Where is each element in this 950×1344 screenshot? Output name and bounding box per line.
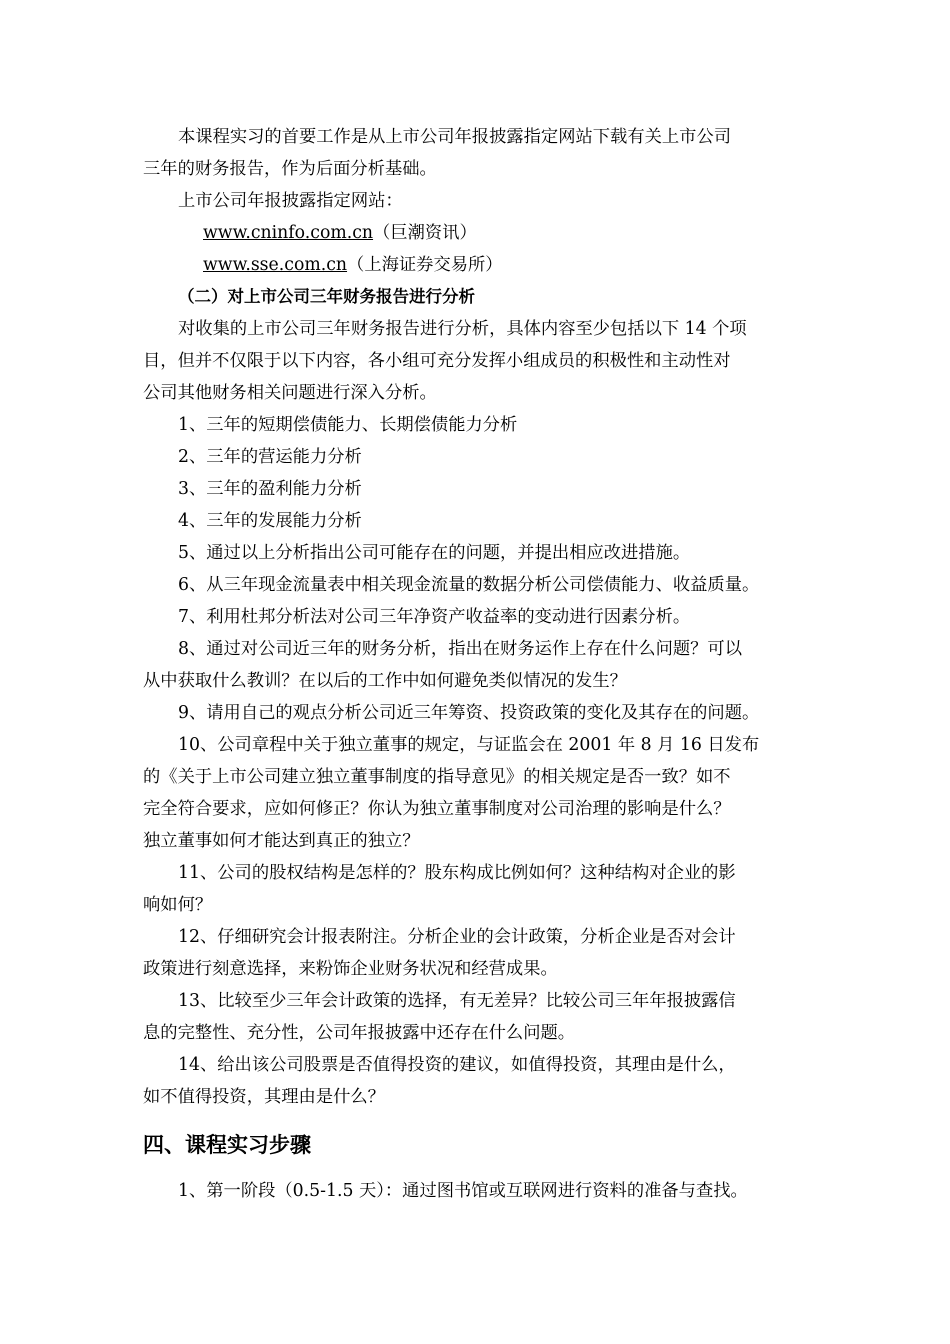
analysis-item (143, 697, 811, 729)
analysis-item (143, 601, 811, 633)
analysis-item-line: 6、从三年现金流量表中相关现金流量的数据分析公司偿债能力、收益质量。 (178, 575, 760, 595)
section-2-intro-line: 公司其他财务相关问题进行深入分析。 (143, 383, 437, 403)
analysis-item-line: 从中获取什么教训？在以后的工作中如何避免类似情况的发生？ (143, 671, 627, 691)
analysis-item-line: 7、利用杜邦分析法对公司三年净资产收益率的变动进行因素分析。 (178, 607, 691, 627)
analysis-item (143, 505, 811, 537)
site-entry-sse (143, 249, 811, 281)
analysis-item (143, 473, 811, 505)
section-2-heading: （二）对上市公司三年财务报告进行分析 (178, 287, 475, 306)
analysis-item (143, 985, 811, 1049)
cninfo-link[interactable]: www.cninfo.com.cn (203, 223, 374, 243)
analysis-item-line: 12、仔细研究会计报表附注。分析企业的会计政策，分析企业是否对会计 (178, 927, 736, 947)
analysis-item (143, 857, 811, 921)
intro-paragraph-line: 三年的财务报告，作为后面分析基础。 (143, 159, 437, 179)
analysis-item-line: 3、三年的盈利能力分析 (178, 479, 362, 499)
analysis-item (143, 729, 811, 857)
site-entry-cninfo (143, 217, 811, 249)
sites-label: 上市公司年报披露指定网站： (178, 191, 403, 211)
analysis-item-line: 4、三年的发展能力分析 (178, 511, 362, 531)
analysis-item-line: 响如何？ (143, 895, 213, 915)
analysis-item-list (143, 409, 811, 1113)
analysis-item (143, 921, 811, 985)
analysis-item-line: 9、请用自己的观点分析公司近三年筹资、投资政策的变化及其存在的问题。 (178, 703, 760, 723)
analysis-item (143, 1049, 811, 1113)
analysis-item-line: 13、比较至少三年会计政策的选择，有无差异？比较公司三年年报披露信 (178, 991, 736, 1011)
analysis-item-line: 政策进行刻意选择，来粉饰企业财务状况和经营成果。 (143, 959, 558, 979)
analysis-item-line: 1、三年的短期偿债能力、长期偿债能力分析 (178, 415, 518, 435)
document-page (143, 121, 811, 1207)
analysis-item-line: 8、通过对公司近三年的财务分析，指出在财务运作上存在什么问题？可以 (178, 639, 742, 659)
analysis-item-line: 14、给出该公司股票是否值得投资的建议，如值得投资，其理由是什么， (178, 1055, 736, 1075)
analysis-item-line: 5、通过以上分析指出公司可能存在的问题，并提出相应改进措施。 (178, 543, 691, 563)
analysis-item (143, 569, 811, 601)
analysis-item-line: 10、公司章程中关于独立董事的规定，与证监会在 2001 年 8 月 16 日发布 (178, 735, 760, 755)
analysis-item (143, 441, 811, 473)
analysis-item (143, 633, 811, 697)
cninfo-site-name: （巨潮资讯） (373, 223, 477, 243)
sse-site-name: （上海证券交易所） (347, 255, 503, 275)
sse-link[interactable]: www.sse.com.cn (203, 255, 348, 275)
section-2-intro-line: 对收集的上市公司三年财务报告进行分析，具体内容至少包括以下 14 个项 (178, 319, 747, 339)
step-1-text: 1、第一阶段（0.5-1.5 天）：通过图书馆或互联网进行资料的准备与查找。 (178, 1181, 748, 1201)
analysis-item-line: 息的完整性、充分性，公司年报披露中还存在什么问题。 (143, 1023, 576, 1043)
analysis-item-line: 如不值得投资，其理由是什么？ (143, 1087, 385, 1107)
analysis-item-line: 的《关于上市公司建立独立董事制度的指导意见》的相关规定是否一致？如不 (143, 767, 731, 787)
analysis-item (143, 537, 811, 569)
section-4-heading: 四、课程实习步骤 (143, 1133, 311, 1157)
analysis-item-line: 完全符合要求，应如何修正？你认为独立董事制度对公司治理的影响是什么？ (143, 799, 731, 819)
section-2-intro-line: 目，但并不仅限于以下内容，各小组可充分发挥小组成员的积极性和主动性对 (143, 351, 731, 371)
intro-paragraph-line: 本课程实习的首要工作是从上市公司年报披露指定网站下载有关上市公司 (178, 127, 732, 147)
analysis-item (143, 409, 811, 441)
analysis-item-line: 独立董事如何才能达到真正的独立？ (143, 831, 420, 851)
analysis-item-line: 11、公司的股权结构是怎样的？股东构成比例如何？这种结构对企业的影 (178, 863, 736, 883)
analysis-item-line: 2、三年的营运能力分析 (178, 447, 362, 467)
